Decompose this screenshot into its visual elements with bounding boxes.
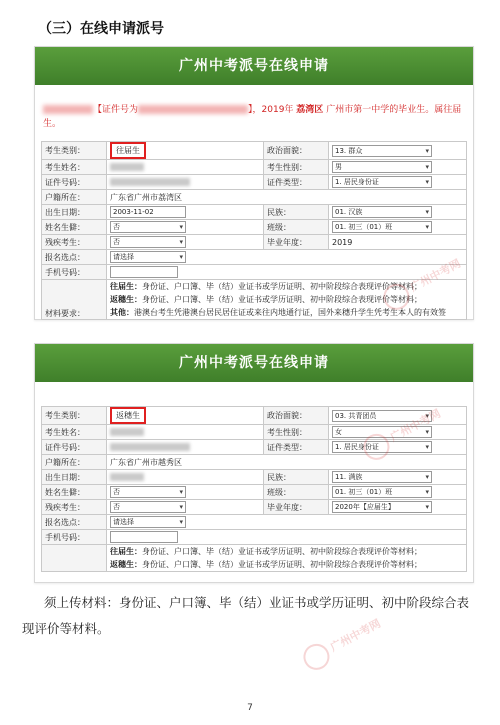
ethnic-select-2[interactable]: 11. 满族 ▾	[332, 471, 432, 483]
watermark-3: 广州中考网	[299, 612, 386, 675]
section-title: （三）在线申请派号	[38, 21, 164, 37]
phone-label: 手机号码：	[42, 265, 107, 280]
form-banner: 广州中考派号在线申请	[35, 47, 473, 85]
political-label-2: 政治面貌：	[264, 407, 329, 425]
id-type-select[interactable]: 1. 居民身份证 ▾	[332, 176, 432, 188]
redacted-birth-value-2	[110, 473, 144, 481]
ethnic-label: 民族：	[264, 205, 329, 220]
grad-value: 2019	[329, 235, 467, 250]
district-highlight: 荔湾区	[296, 105, 324, 115]
name-label: 考生姓名：	[42, 160, 107, 175]
redacted-id	[138, 105, 248, 114]
watermark-2: 广州中考网	[359, 402, 446, 465]
rename-select-2[interactable]: 否 ▾	[110, 486, 186, 498]
disabled-select-2[interactable]: 否 ▾	[110, 501, 186, 513]
identity-line: 【证件号为 】，2019年 荔湾区 广州市第一中学的毕业生。属往届生。	[43, 105, 462, 129]
gender-select-2[interactable]: 女 ▾	[332, 426, 432, 438]
redacted-name-value	[110, 163, 144, 171]
hukou-label: 户籍所在：	[42, 190, 107, 205]
phone-input-2[interactable]	[110, 531, 178, 543]
hukou-label-2: 户籍所在：	[42, 455, 107, 470]
id-type-label: 证件类型：	[264, 175, 329, 190]
category-value-highlight-2: 返穗生	[110, 407, 146, 424]
hukou-value: 广东省广州市荔湾区	[107, 190, 467, 205]
category-label: 考生类别：	[42, 142, 107, 160]
grad-select-2[interactable]: 2020年【应届生】 ▾	[332, 501, 432, 513]
class-label-2: 班级：	[264, 485, 329, 500]
redacted-id-value	[110, 178, 190, 186]
political-select[interactable]: 13. 群众 ▾	[332, 145, 432, 157]
political-label: 政治面貌：	[264, 142, 329, 160]
ethnic-label-2: 民族：	[264, 470, 329, 485]
class-label: 班级：	[264, 220, 329, 235]
phone-label-2: 手机号码：	[42, 530, 107, 545]
rename-label-2: 姓名生僻：	[42, 485, 107, 500]
gender-select[interactable]: 男 ▾	[332, 161, 432, 173]
id-type-select-2[interactable]: 1. 居民身份证 ▾	[332, 441, 432, 453]
site-label: 报名选点：	[42, 250, 107, 265]
category-label-2: 考生类别：	[42, 407, 107, 425]
category-value-highlight: 往届生	[110, 142, 146, 159]
birth-input[interactable]: 2003-11-02	[110, 206, 186, 218]
disabled-select[interactable]: 否 ▾	[110, 236, 186, 248]
birth-label: 出生日期：	[42, 205, 107, 220]
site-select-2[interactable]: 请选择 ▾	[110, 516, 186, 528]
class-select-2[interactable]: 01. 初三（01）班 ▾	[332, 486, 432, 498]
rename-label: 姓名生僻：	[42, 220, 107, 235]
id-label: 证件号码：	[42, 175, 107, 190]
form-screenshot-2	[34, 343, 474, 583]
disabled-label: 残疾考生：	[42, 235, 107, 250]
gender-label-2: 考生性别：	[264, 425, 329, 440]
watermark-1: 广州中考网	[379, 252, 466, 315]
redacted-id-value-2	[110, 443, 190, 451]
materials-requirements-2: 往届生：身份证、户口簿、毕（结）业证书或学历证明、初中阶段综合表现评价等材料； 返穗生：身份证、户口簿、毕（结）业证书或学历证明、初中阶段综合表现评价等材料；	[107, 545, 467, 572]
materials-requirements: 往届生：身份证、户口簿、毕（结）业证书或学历证明、初中阶段综合表现评价等材料； 返穗生：身份证、户口簿、毕（结）业证书或学历证明、初中阶段综合表现评价等材料； 其他：港澳台考生凭港澳台居民居住证或来往内地通行证，国外来穗升学生凭考生本人的有效签	[107, 280, 467, 320]
class-select[interactable]: 01. 初三（01）班 ▾	[332, 221, 432, 233]
site-label-2: 报名选点：	[42, 515, 107, 530]
grad-label: 毕业年度：	[264, 235, 329, 250]
site-select[interactable]: 请选择 ▾	[110, 251, 186, 263]
id-type-label-2: 证件类型：	[264, 440, 329, 455]
gender-label: 考生性别：	[264, 160, 329, 175]
form-banner-2: 广州中考派号在线申请	[35, 344, 473, 382]
ethnic-select[interactable]: 01. 汉族 ▾	[332, 206, 432, 218]
id-label-2: 证件号码：	[42, 440, 107, 455]
hukou-value-2: 广东省广州市越秀区	[107, 455, 467, 470]
materials-label: 材料要求：	[42, 280, 107, 320]
body-paragraph: 须上传材料：身份证、户口簿、毕（结）业证书或学历证明、初中阶段综合表现评价等材料。	[22, 595, 470, 636]
grad-label-2: 毕业年度：	[264, 500, 329, 515]
page-number: 7	[247, 703, 253, 713]
phone-input[interactable]	[110, 266, 178, 278]
redacted-name-value-2	[110, 428, 144, 436]
birth-label-2: 出生日期：	[42, 470, 107, 485]
political-select-2[interactable]: 03. 共青团员 ▾	[332, 410, 432, 422]
redacted-name	[43, 105, 93, 114]
rename-select[interactable]: 否 ▾	[110, 221, 186, 233]
name-label-2: 考生姓名：	[42, 425, 107, 440]
disabled-label-2: 残疾考生：	[42, 500, 107, 515]
